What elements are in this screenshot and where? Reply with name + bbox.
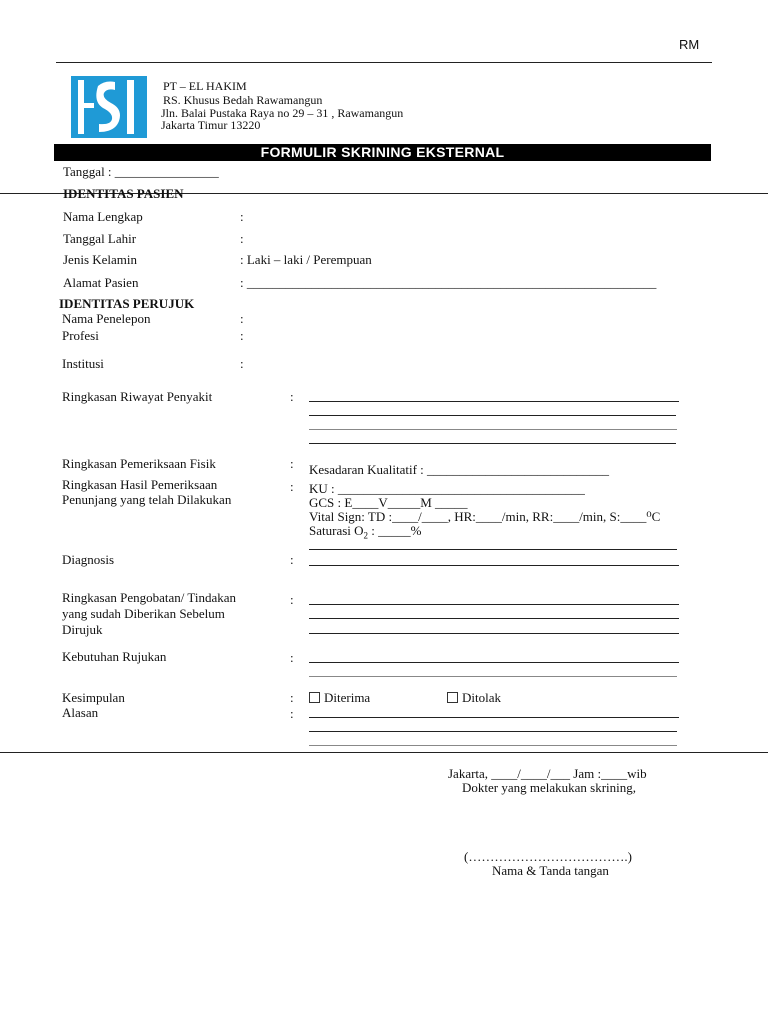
pengobatan-colon: : bbox=[290, 592, 294, 607]
kebutuhan-colon: : bbox=[290, 650, 294, 665]
saturasi-prefix: Saturasi O bbox=[309, 523, 364, 538]
vital-sign-unit: ⁰C bbox=[646, 509, 661, 524]
header-rule bbox=[56, 62, 712, 63]
fisik-colon: : bbox=[290, 456, 294, 471]
vital-sign-text: Vital Sign: TD :____/____, HR:____/min, RR:____/min, S:____ bbox=[309, 509, 647, 524]
ku-field[interactable]: KU : ______________________________________ bbox=[309, 481, 585, 496]
diagnosis-line[interactable] bbox=[309, 565, 679, 566]
pengobatan-label-line2: yang sudah Diberikan Sebelum bbox=[62, 606, 225, 621]
saturasi-subscript: 2 bbox=[363, 530, 369, 541]
jenis-kelamin-label: Jenis Kelamin bbox=[63, 252, 138, 267]
nama-lengkap-label: Nama Lengkap bbox=[63, 209, 143, 224]
pengobatan-line[interactable] bbox=[309, 618, 679, 619]
tanggal-field[interactable]: Tanggal : ________________ bbox=[63, 164, 219, 179]
identitas-perujuk-heading: IDENTITAS PERUJUK bbox=[59, 296, 195, 311]
footer-rule bbox=[0, 752, 768, 753]
kebutuhan-line[interactable] bbox=[309, 676, 677, 677]
form-title: FORMULIR SKRINING EKSTERNAL bbox=[260, 144, 505, 160]
alamat-pasien-field[interactable]: : _______________________________________________________________ bbox=[240, 275, 657, 290]
hospital-name: RS. Khusus Bedah Rawamangun bbox=[163, 93, 323, 107]
company-address: Jln. Balai Pustaka Raya no 29 – 31 , Rawamangun bbox=[161, 106, 404, 120]
saturasi-suffix: : _____% bbox=[368, 523, 422, 538]
profesi-label: Profesi bbox=[62, 328, 99, 343]
signature-blank[interactable]: (……………………………….) bbox=[464, 849, 632, 864]
option-ditolak[interactable] bbox=[447, 690, 501, 706]
nama-penelepon-label: Nama Penelepon bbox=[62, 311, 151, 326]
diagnosis-colon: : bbox=[290, 552, 294, 567]
alasan-colon: : bbox=[290, 706, 294, 721]
kebutuhan-line[interactable] bbox=[309, 662, 679, 663]
institusi-label: Institusi bbox=[62, 356, 104, 371]
penunjang-line[interactable] bbox=[309, 549, 677, 550]
riwayat-line[interactable] bbox=[309, 429, 677, 430]
alasan-line[interactable] bbox=[309, 717, 679, 718]
riwayat-colon: : bbox=[290, 389, 294, 404]
kebutuhan-rujukan-label: Kebutuhan Rujukan bbox=[62, 649, 167, 664]
pengobatan-line[interactable] bbox=[309, 633, 679, 634]
riwayat-line[interactable] bbox=[309, 415, 676, 416]
identitas-pasien-heading: IDENTITAS PASIEN bbox=[63, 186, 184, 201]
tanggal-lahir-label: Tanggal Lahir bbox=[63, 231, 137, 246]
nama-penelepon-colon: : bbox=[240, 311, 244, 326]
riwayat-line[interactable] bbox=[309, 443, 676, 444]
kesimpulan-colon: : bbox=[290, 690, 294, 705]
signature-role: Dokter yang melakukan skrining, bbox=[462, 780, 637, 795]
jenis-kelamin-value[interactable]: : Laki – laki / Perempuan bbox=[240, 252, 372, 267]
checkbox-diterima[interactable] bbox=[309, 692, 320, 703]
penunjang-label-line1: Ringkasan Hasil Pemeriksaan bbox=[62, 477, 218, 492]
option-diterima[interactable] bbox=[309, 690, 370, 706]
penunjang-label-line2: Penunjang yang telah Dilakukan bbox=[62, 492, 232, 507]
pemeriksaan-fisik-label: Ringkasan Pemeriksaan Fisik bbox=[62, 456, 216, 471]
company-name: PT – EL HAKIM bbox=[163, 79, 247, 93]
checkbox-ditolak[interactable] bbox=[447, 692, 458, 703]
signature-caption: Nama & Tanda tangan bbox=[492, 863, 609, 878]
profesi-colon: : bbox=[240, 328, 244, 343]
rm-label: RM bbox=[679, 37, 700, 52]
option-ditolak-label: Ditolak bbox=[462, 690, 501, 705]
company-city: Jakarta Timur 13220 bbox=[161, 118, 261, 132]
riwayat-line[interactable] bbox=[309, 401, 679, 402]
alasan-label: Alasan bbox=[62, 705, 99, 720]
gcs-field[interactable]: GCS : E____V_____M _____ bbox=[309, 495, 468, 510]
hsi-logo bbox=[71, 76, 147, 138]
kesimpulan-label: Kesimpulan bbox=[62, 690, 125, 705]
kesadaran-field[interactable]: Kesadaran Kualitatif : ____________________________ bbox=[309, 462, 610, 477]
saturasi-field[interactable] bbox=[309, 523, 421, 541]
pengobatan-label-line1: Ringkasan Pengobatan/ Tindakan bbox=[62, 590, 237, 605]
alamat-pasien-label: Alamat Pasien bbox=[63, 275, 139, 290]
riwayat-penyakit-label: Ringkasan Riwayat Penyakit bbox=[62, 389, 213, 404]
alasan-line[interactable] bbox=[309, 731, 677, 732]
diagnosis-label: Diagnosis bbox=[62, 552, 114, 567]
pengobatan-line[interactable] bbox=[309, 604, 679, 605]
alasan-line[interactable] bbox=[309, 745, 677, 746]
signature-place-date[interactable]: Jakarta, ____/____/___ Jam :____wib bbox=[448, 766, 647, 781]
tanggal-lahir-colon: : bbox=[240, 231, 244, 246]
nama-lengkap-colon: : bbox=[240, 209, 244, 224]
form-title-bar bbox=[54, 144, 711, 161]
penunjang-colon: : bbox=[290, 479, 294, 494]
institusi-colon: : bbox=[240, 356, 244, 371]
pengobatan-label-line3: Dirujuk bbox=[62, 622, 103, 637]
option-diterima-label: Diterima bbox=[324, 690, 371, 705]
